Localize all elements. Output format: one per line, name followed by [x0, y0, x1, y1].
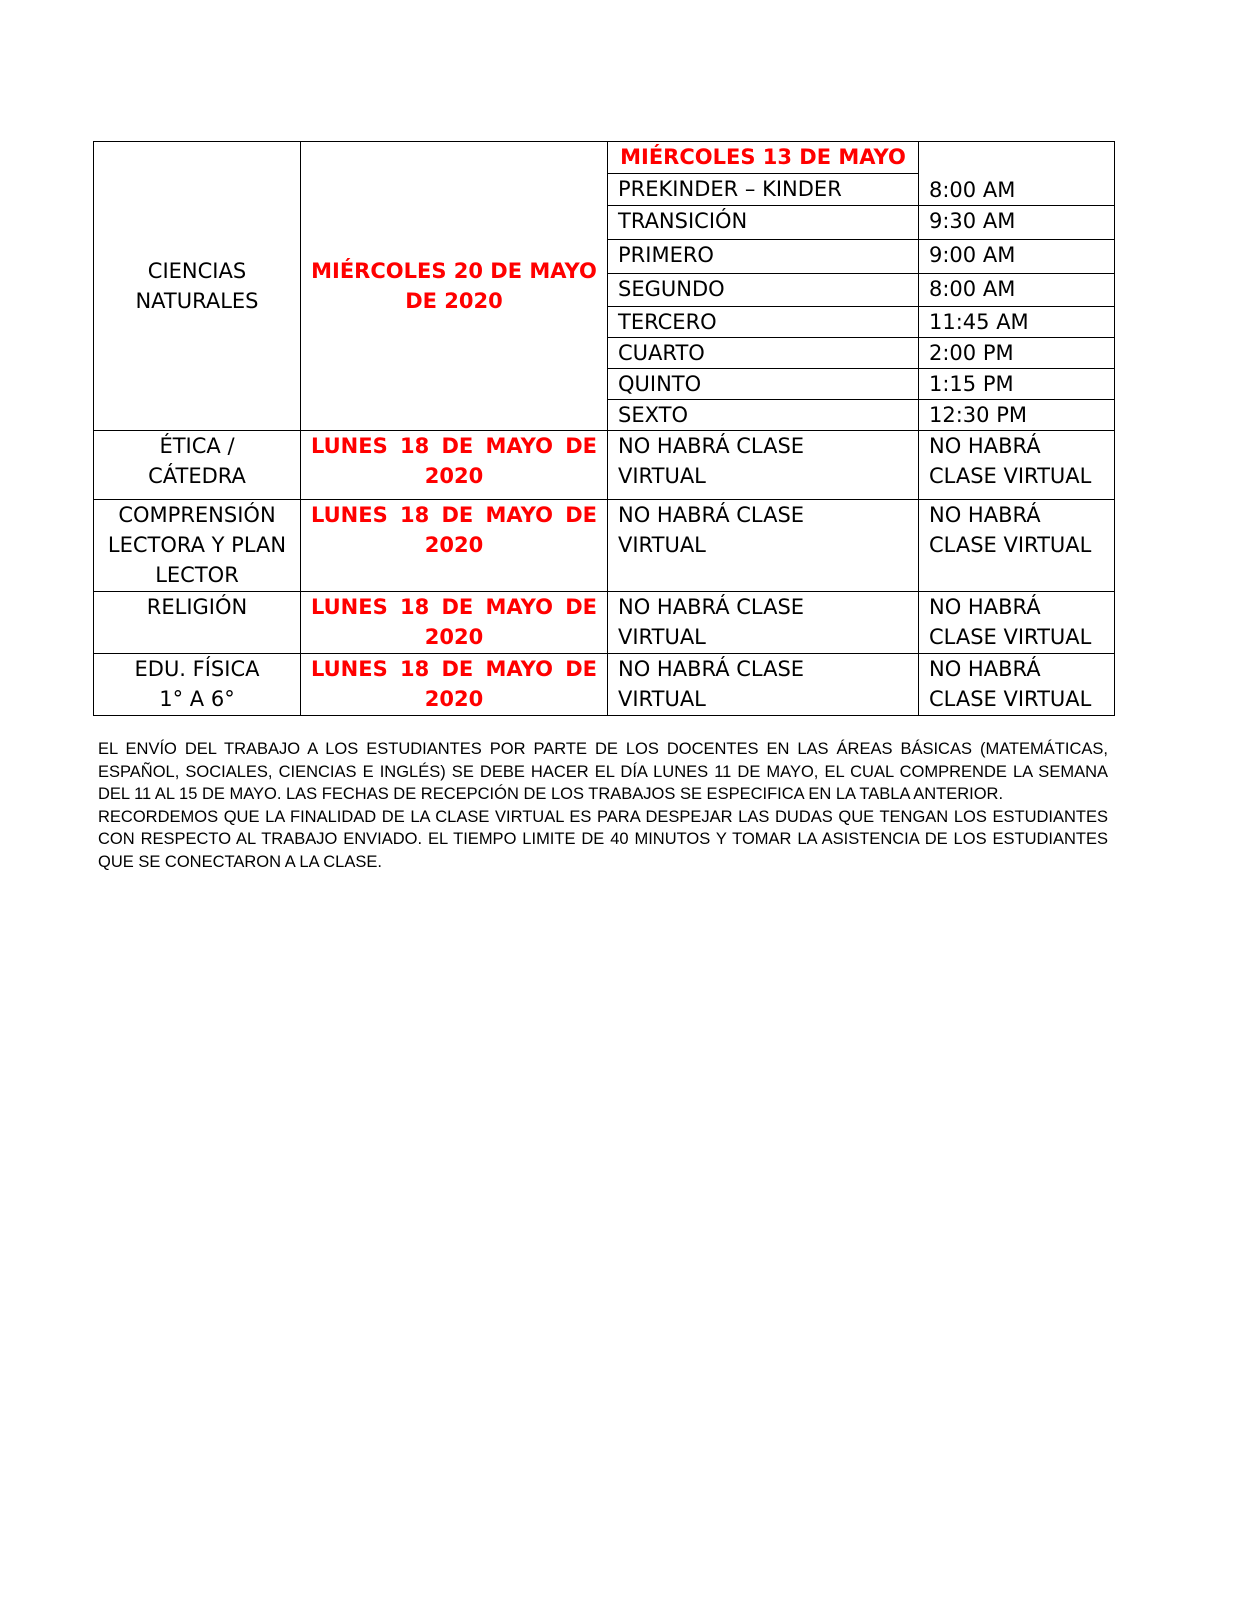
grade-cell: SEGUNDO: [608, 274, 919, 307]
time-cell: 8:00 AM: [919, 274, 1115, 307]
class-line: VIRTUAL: [618, 625, 706, 649]
class-line: NO HABRÁ CLASE: [618, 434, 805, 458]
time-cell: 9:30 AM: [919, 206, 1115, 240]
time-cell: [919, 592, 1115, 654]
time-cell: 1:15 PM: [919, 369, 1115, 400]
table-row: [94, 500, 1115, 592]
time-cell: [919, 654, 1115, 716]
grade-cell: PREKINDER – KINDER: [608, 174, 919, 206]
date-line: DE 2020: [405, 289, 503, 313]
class-line: NO HABRÁ CLASE: [618, 503, 805, 527]
note-paragraph: EL ENVÍO DEL TRABAJO A LOS ESTUDIANTES POR PARTE DE LOS DOCENTES EN LAS ÁREAS BÁSICAS (MATEMÁTICAS, ESPAÑOL, SOCIALES, CIENCIAS E INGLÉS) SE DEBE HACER EL DÍA LUNES 11 DE MAYO, EL CUAL COMPRENDE LA SEMANA DEL 11 AL 15 DE MAYO. LAS FECHAS DE RECEPCIÓN DE LOS TRABAJOS SE ESPECIFICA EN LA TABLA ANTERIOR.: [98, 740, 1108, 804]
class-cell: [608, 654, 919, 716]
schedule-table: [93, 141, 1115, 716]
instructions-note: [98, 738, 1108, 874]
time-line: CLASE VIRTUAL: [929, 687, 1092, 711]
time-line: NO HABRÁ: [929, 434, 1041, 458]
delivery-date-cell: LUNES 18 DE MAYO DE 2020: [301, 431, 608, 500]
table-row: [94, 142, 1115, 174]
subject-cell: [94, 142, 301, 431]
grade-cell: PRIMERO: [608, 240, 919, 274]
table-row: [94, 431, 1115, 500]
time-cell: 2:00 PM: [919, 338, 1115, 369]
grade-cell: TERCERO: [608, 307, 919, 338]
time-line: NO HABRÁ: [929, 503, 1041, 527]
table-row: [94, 592, 1115, 654]
delivery-date-cell: LUNES 18 DE MAYO DE 2020: [301, 592, 608, 654]
table-row: [94, 654, 1115, 716]
grade-cell: TRANSICIÓN: [608, 206, 919, 240]
subject-line: CÁTEDRA: [148, 464, 246, 488]
class-day-header: MIÉRCOLES 13 DE MAYO: [608, 142, 919, 174]
class-line: NO HABRÁ CLASE: [618, 657, 805, 681]
subject-cell: [94, 654, 301, 716]
class-line: NO HABRÁ CLASE: [618, 595, 805, 619]
class-cell: [608, 592, 919, 654]
time-line: CLASE VIRTUAL: [929, 533, 1092, 557]
subject-line: ÉTICA /: [159, 434, 235, 458]
subject-cell: [94, 500, 301, 592]
class-line: VIRTUAL: [618, 687, 706, 711]
class-cell: [608, 500, 919, 592]
time-line: NO HABRÁ: [929, 657, 1041, 681]
subject-line: CIENCIAS: [147, 259, 247, 283]
time-line: CLASE VIRTUAL: [929, 625, 1092, 649]
grade-cell: CUARTO: [608, 338, 919, 369]
subject-cell: [94, 431, 301, 500]
delivery-date-cell: LUNES 18 DE MAYO DE 2020: [301, 654, 608, 716]
class-cell: [608, 431, 919, 500]
time-cell: [919, 431, 1115, 500]
time-line: NO HABRÁ: [929, 595, 1041, 619]
subject-line: EDU. FÍSICA: [134, 657, 260, 681]
subject-line: COMPRENSIÓN: [118, 503, 276, 527]
subject-line: RELIGIÓN: [146, 595, 248, 619]
delivery-date-cell: [301, 142, 608, 431]
subject-line: NATURALES: [135, 289, 259, 313]
time-cell: [919, 500, 1115, 592]
class-line: VIRTUAL: [618, 464, 706, 488]
subject-line: LECTORA Y PLAN: [107, 533, 287, 557]
time-line: CLASE VIRTUAL: [929, 464, 1092, 488]
time-cell: 9:00 AM: [919, 240, 1115, 274]
note-paragraph: RECORDEMOS QUE LA FINALIDAD DE LA CLASE VIRTUAL ES PARA DESPEJAR LAS DUDAS QUE TENGAN LOS ESTUDIANTES CON RESPECTO AL TRABAJO ENVIADO. EL TIEMPO LIMITE DE 40 MINUTOS Y TOMAR LA ASISTENCIA DE LOS ESTUDIANTES QUE SE CONECTARON A LA CLASE.: [98, 807, 1108, 871]
subject-cell: [94, 592, 301, 654]
subject-line: LECTOR: [155, 563, 239, 587]
class-line: VIRTUAL: [618, 533, 706, 557]
time-cell: 12:30 PM: [919, 400, 1115, 431]
date-line: MIÉRCOLES 20 DE MAYO: [311, 259, 597, 283]
grade-cell: QUINTO: [608, 369, 919, 400]
grade-cell: SEXTO: [608, 400, 919, 431]
subject-line: 1° A 6°: [159, 687, 235, 711]
time-cell: 11:45 AM: [919, 307, 1115, 338]
time-cell: 8:00 AM: [919, 142, 1115, 206]
delivery-date-cell: LUNES 18 DE MAYO DE 2020: [301, 500, 608, 592]
